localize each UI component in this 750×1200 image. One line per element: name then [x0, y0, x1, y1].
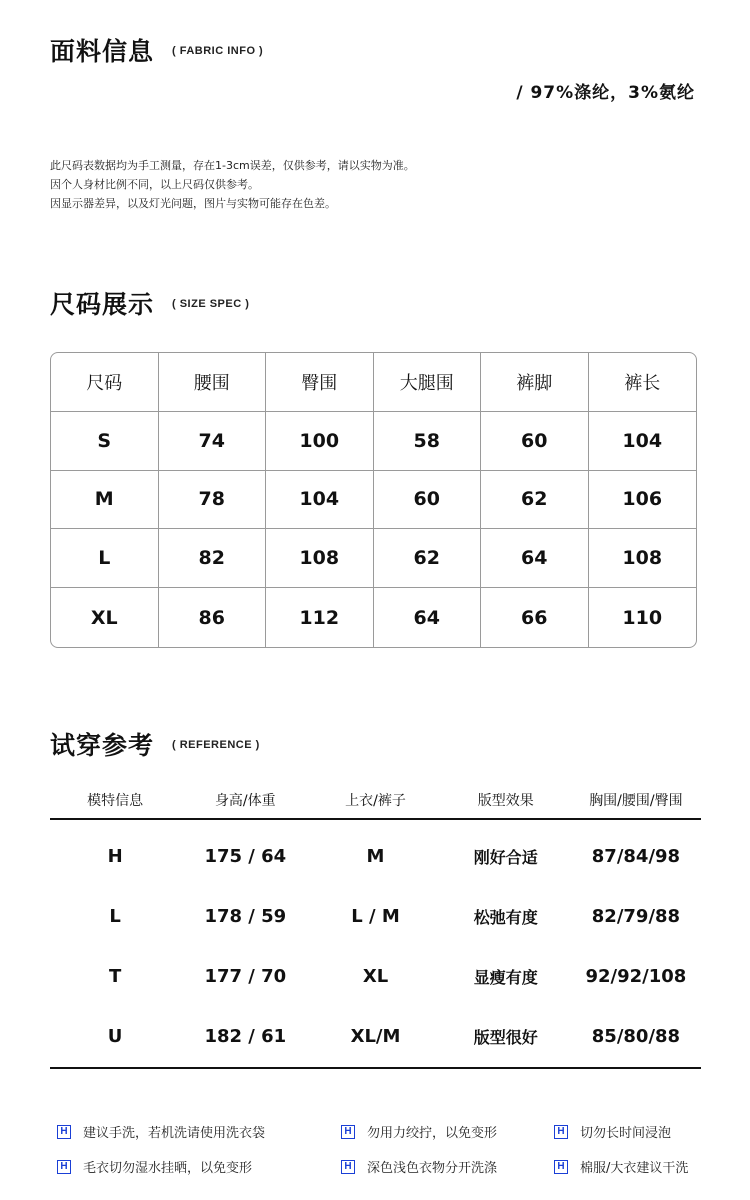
reference-section-subtitle: ( REFERENCE ): [172, 739, 260, 751]
table-cell: M: [366, 845, 385, 867]
care-instructions: [57, 1114, 717, 1184]
table-cell: H: [107, 845, 123, 867]
table-header-cell: 裤脚: [481, 353, 589, 412]
note-line: 因显示器差异，以及灯光问题，图片与实物可能存在色差。: [50, 197, 336, 210]
table-cell: 64: [481, 529, 589, 588]
care-item: [57, 1157, 341, 1176]
table-cell: 82: [159, 529, 267, 588]
h-icon: H: [57, 1125, 71, 1139]
divider: [50, 818, 701, 820]
table-cell: 刚好合适: [473, 847, 538, 867]
h-icon: H: [554, 1160, 568, 1174]
table-cell: 62: [481, 471, 589, 530]
table-cell: 175 / 64: [204, 845, 287, 867]
divider: [50, 1067, 701, 1069]
table-cell: XL: [51, 588, 159, 647]
table-cell: 85/80/88: [591, 1025, 681, 1047]
table-cell: 松弛有度: [473, 907, 538, 927]
table-cell: 版型很好: [473, 1027, 538, 1047]
table-header-cell: 尺码: [51, 353, 159, 412]
table-header-cell: 臀围: [266, 353, 374, 412]
h-icon: H: [341, 1125, 355, 1139]
size-section-subtitle: ( SIZE SPEC ): [172, 298, 250, 310]
table-cell: XL/M: [350, 1025, 401, 1047]
table-cell: L / M: [351, 905, 400, 927]
care-row: [57, 1114, 717, 1149]
care-item: [341, 1157, 554, 1176]
size-table: [50, 352, 697, 648]
care-row: [57, 1149, 717, 1184]
fabric-section-title: 面料信息: [50, 37, 155, 66]
table-cell: 177 / 70: [204, 965, 287, 987]
reference-header-cell: 胸围/腰围/臀围: [589, 793, 683, 809]
care-text: 勿用力绞拧，以免变形: [367, 1126, 498, 1141]
h-icon: H: [554, 1125, 568, 1139]
table-cell: 74: [159, 412, 267, 471]
care-text: 切勿长时间浸泡: [580, 1126, 672, 1141]
table-header-cell: 腰围: [159, 353, 267, 412]
table-cell: U: [107, 1025, 123, 1047]
table-row: [50, 826, 701, 886]
table-cell: 86: [159, 588, 267, 647]
care-item: [554, 1157, 688, 1176]
table-cell: 58: [374, 412, 482, 471]
table-cell: 178 / 59: [204, 905, 287, 927]
reference-table-body: [50, 826, 701, 1066]
table-cell: 82/79/88: [591, 905, 681, 927]
reference-header-cell: 版型效果: [477, 793, 534, 809]
table-header-cell: 大腿围: [374, 353, 482, 412]
care-item: [341, 1122, 554, 1141]
table-cell: 78: [159, 471, 267, 530]
table-cell: 108: [266, 529, 374, 588]
table-cell: 108: [589, 529, 697, 588]
table-cell: S: [51, 412, 159, 471]
table-cell: 92/92/108: [585, 965, 687, 987]
care-item: [554, 1122, 671, 1141]
table-cell: 106: [589, 471, 697, 530]
reference-table-header: [50, 790, 701, 818]
table-cell: XL: [362, 965, 389, 987]
care-text: 棉服/大衣建议干洗: [580, 1161, 689, 1176]
reference-section-title: 试穿参考: [50, 731, 155, 760]
table-cell: M: [51, 471, 159, 530]
note-line: 此尺码表数据均为手工测量，存在1-3cm误差，仅供参考，请以实物为准。: [50, 159, 415, 172]
table-cell: 66: [481, 588, 589, 647]
reference-header-cell: 模特信息: [87, 793, 144, 809]
fabric-section-subtitle: ( FABRIC INFO ): [172, 45, 264, 57]
care-item: [57, 1122, 341, 1141]
table-cell: 60: [374, 471, 482, 530]
table-cell: T: [108, 965, 122, 987]
table-cell: 64: [374, 588, 482, 647]
table-header-cell: 裤长: [589, 353, 697, 412]
size-section-title: 尺码展示: [50, 290, 155, 319]
note-line: 因个人身材比例不同，以上尺码仅供参考。: [50, 178, 259, 191]
table-cell: 87/84/98: [591, 845, 681, 867]
table-row: [50, 886, 701, 946]
table-cell: 182 / 61: [204, 1025, 287, 1047]
table-cell: L: [51, 529, 159, 588]
table-cell: 112: [266, 588, 374, 647]
table-cell: 104: [589, 412, 697, 471]
care-text: 深色浅色衣物分开洗涤: [367, 1161, 498, 1176]
table-cell: 104: [266, 471, 374, 530]
reference-header-cell: 上衣/裤子: [345, 793, 406, 809]
fabric-composition: / 97%涤纶，3%氨纶: [516, 83, 695, 103]
h-icon: H: [341, 1160, 355, 1174]
table-cell: 60: [481, 412, 589, 471]
care-text: 毛衣切勿湿水挂晒，以免变形: [83, 1161, 253, 1176]
table-cell: 100: [266, 412, 374, 471]
table-row: [50, 946, 701, 1006]
table-cell: 110: [622, 606, 663, 629]
reference-header-cell: 身高/体重: [214, 793, 276, 809]
care-text: 建议手洗，若机洗请使用洗衣袋: [83, 1126, 266, 1141]
table-cell: 62: [374, 529, 482, 588]
measurement-notes: [50, 156, 415, 213]
h-icon: H: [57, 1160, 71, 1174]
table-row: [50, 1006, 701, 1066]
table-cell: 显瘦有度: [473, 967, 538, 987]
table-cell: L: [109, 905, 121, 927]
